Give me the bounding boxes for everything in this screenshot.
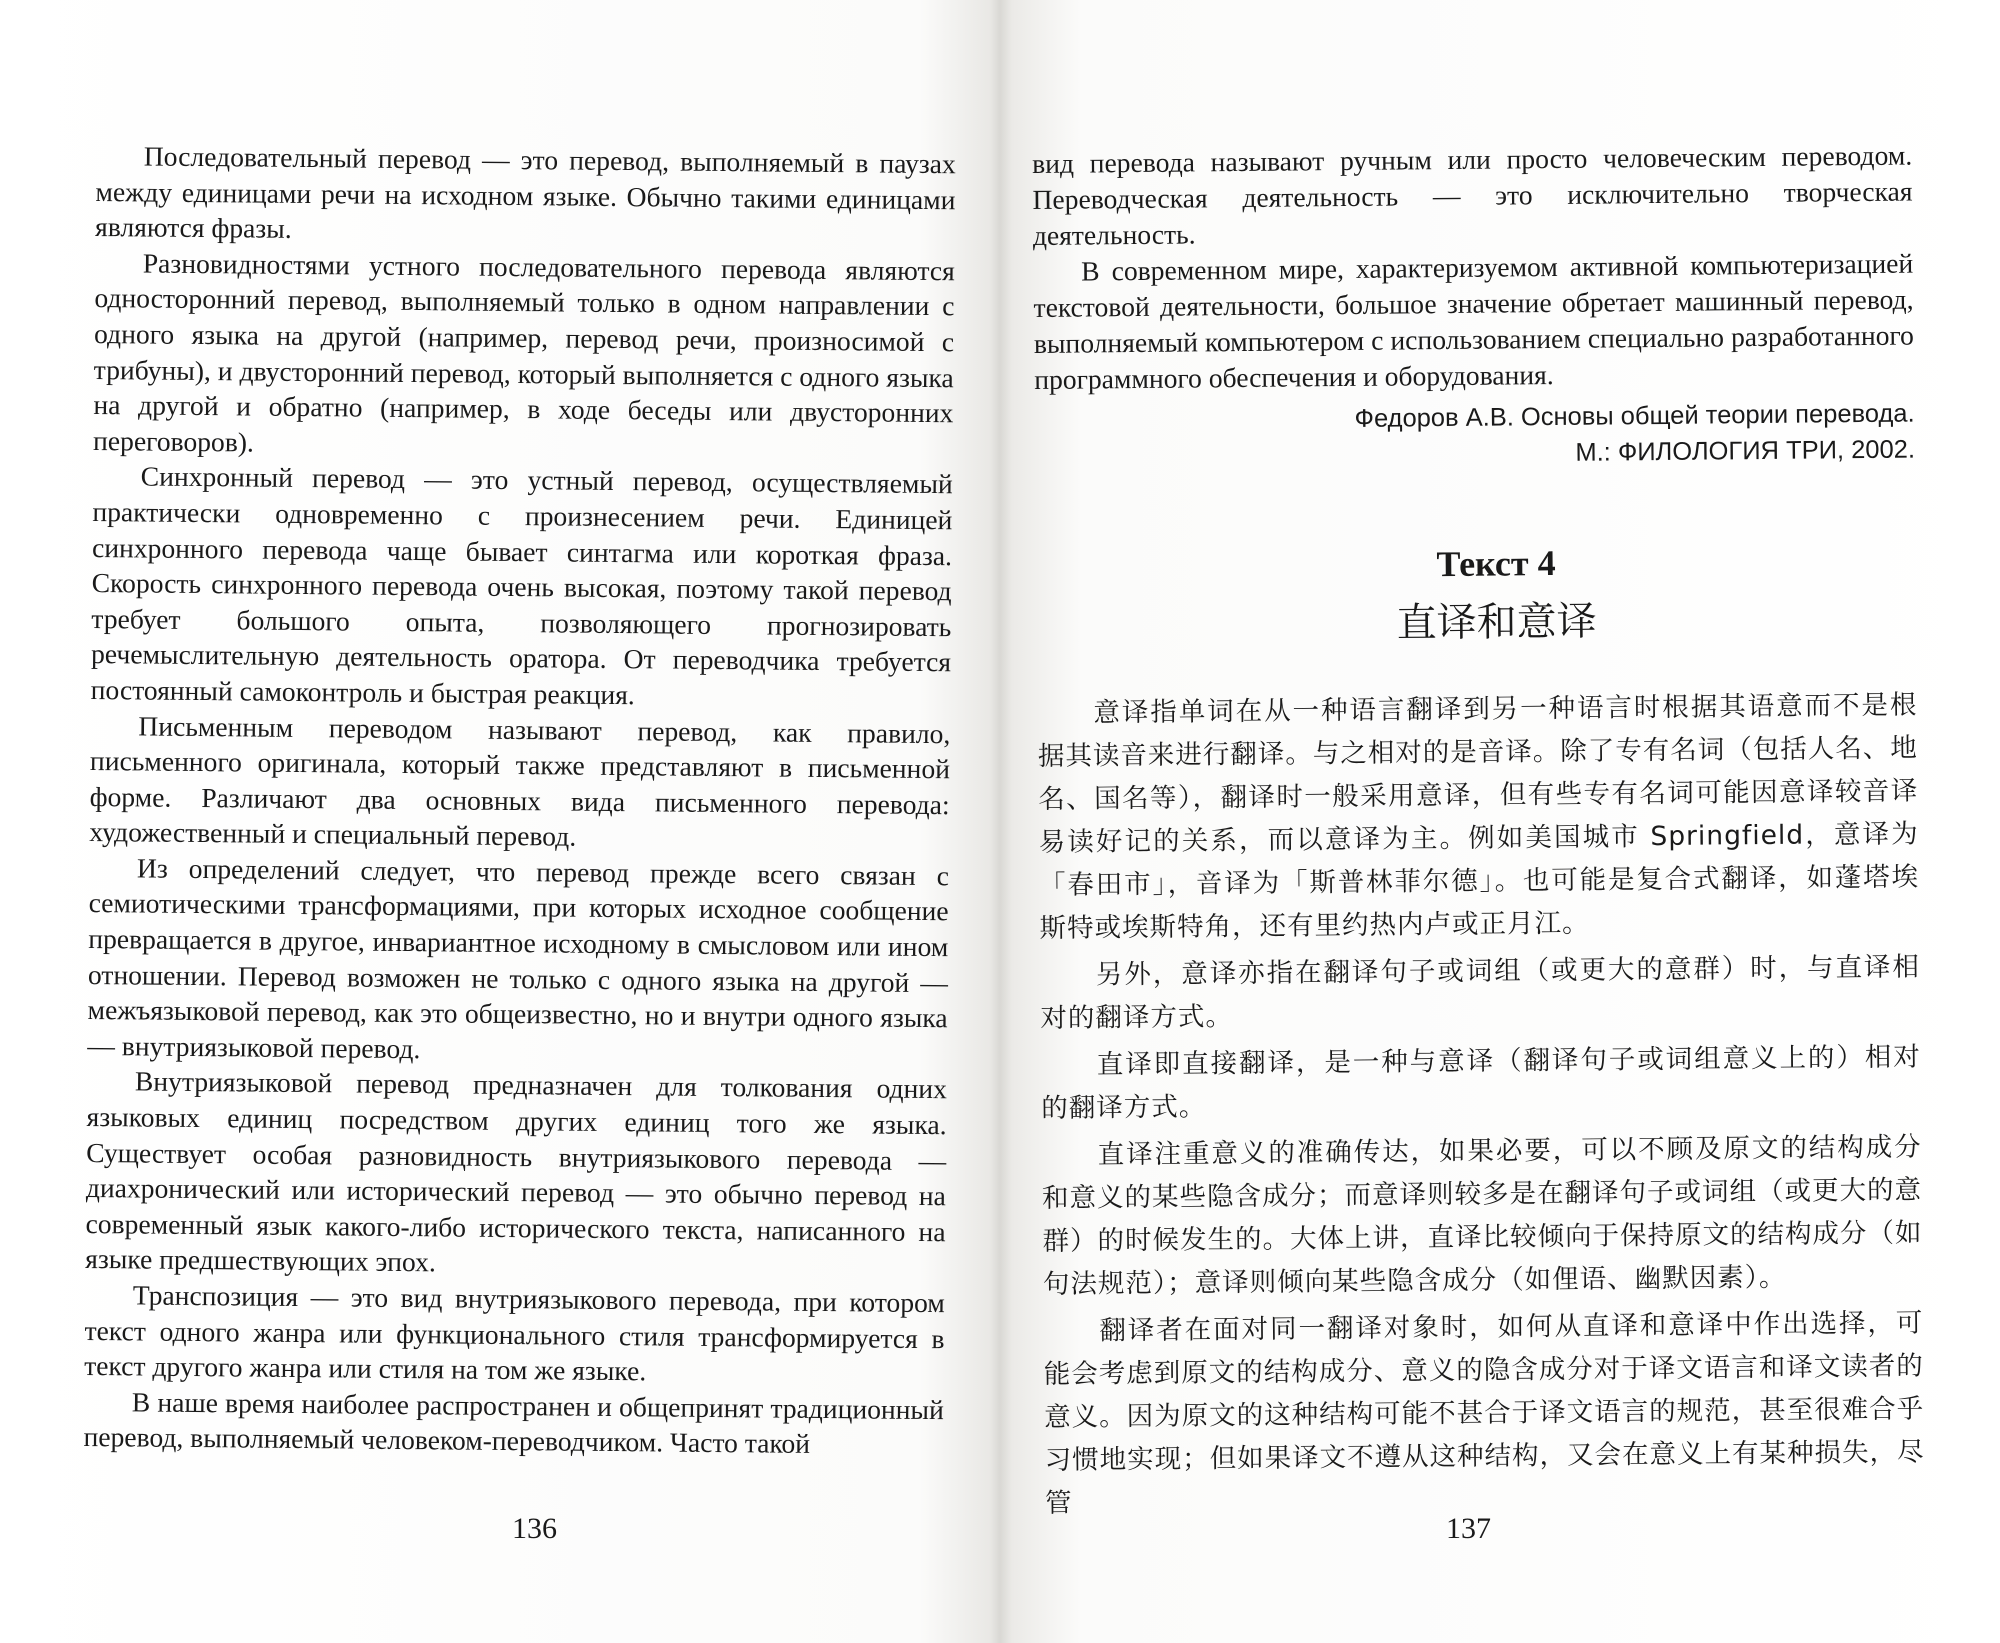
section-subheading: 直译和意译	[1396, 598, 1597, 647]
citation-line: Федоров А.В. Основы общей теории перевода.	[1354, 399, 1915, 433]
right-page	[1000, 0, 2000, 1643]
chinese-text	[1037, 684, 1925, 1525]
paragraph: 翻译者在面对同一翻译对象时，如何从直译和意译中作出选择，可能会考虑到原文的结构成分、意义的隐含成分对于译文语言和译文读者的意义。因为原文的这种结构可能不甚合于译文语言的规范，甚至很难合乎习惯地实现；但如果译文不遵从这种结构，又会在意义上有某种损失，尽管	[1043, 1307, 1925, 1519]
citation	[1034, 396, 1915, 476]
paragraph: Последовательный перевод — это перевод, выполняемый в паузах между единицами речи на исходном языке. Обычно такими единицами являются фразы.	[94, 140, 956, 245]
paragraph: Письменным переводом называют перевод, как правило, письменного оригинала, который также представляют в письменной форме. Различают два основных вида письменного перевода: художественный и специальный перевод.	[89, 709, 951, 852]
paragraph: В современном мире, характеризуемом активной компьютеризацией текстовой деятельности, большое значение обретает машинный перевод, выполняемый компьютером с использованием специально разработанного программного обеспечения и оборудования.	[1033, 247, 1915, 395]
paragraph: 另外，意译亦指在翻译句子或词组（或更大的意群）时，与直译相对的翻译方式。	[1040, 951, 1921, 1034]
paragraph: В наше время наиболее распространен и общепринят традиционный перевод, выполняемый человеком-переводчиком. Часто такой	[83, 1386, 944, 1460]
paragraph: вид перевода называют ручным или просто человеческим переводом. Переводческая деятельность — это исключительно творческая деятельность.	[1032, 139, 1913, 251]
page-number-left: 136	[512, 1512, 557, 1545]
paragraph: Синхронный перевод — это устный перевод, осуществляемый практически одновременно с произнесением речи. Единицей синхронного перевода чаще бывает синтагма или короткая фраза. Скорость синхронного перевода очень высокая, поэтому такой перевод требует большого опыта, позволяющего прогнозировать речемыслительную деятельность оратора. От переводчика требуется постоянный самоконтроль и быстрая реакция.	[90, 460, 953, 711]
citation-line: М.: ФИЛОЛОГИЯ ТРИ, 2002.	[1575, 435, 1916, 467]
paragraph: 意译指单词在从一种语言翻译到另一种语言时根据其语意而不是根据其读音来进行翻译。与之相对的是音译。除了专有名词（包括人名、地名、国名等），翻译时一般采用意译，但有些专有名词可能因意译较音译易读好记的关系，而以意译为主。例如美国城市 Springfield，意译为「春田市」，音译为「斯普林菲尔德」。也可能是复合式翻译，如蓬塔埃斯特或埃斯特角，还有里约热内卢或正月江。	[1037, 689, 1920, 944]
right-page-text	[1032, 138, 1925, 1529]
paragraph: 直译注重意义的准确传达，如果必要，可以不顾及原文的结构成分和意义的某些隐含成分；而意译则较多是在翻译句子或词组（或更大的意群）的时候发生的。大体上讲，直译比较倾向于保持原文的结构成分（如句法规范）；意译则倾向某些隐含成分（如俚语、幽默因素）。	[1041, 1131, 1923, 1300]
paragraph: Транспозиция — это вид внутриязыкового перевода, при котором текст одного жанра или функционального стиля трансформируется в текст другого жанра или стиля на том же языке.	[84, 1279, 946, 1387]
paragraph: 直译即直接翻译，是一种与意译（翻译句子或词组意义上的）相对的翻译方式。	[1041, 1041, 1921, 1124]
page-number-right: 137	[1446, 1512, 1491, 1545]
section-heading: Текст 4	[1436, 542, 1556, 585]
paragraph: Внутриязыковой перевод предназначен для толкования одних языковых единиц посредством других единиц того же языка. Существует особая разновидность внутриязыкового перевода — диахронический или исторический перевод — это обычно перевод на современный язык какого-либо исторического текста, написанного на языке предшествующих эпох.	[85, 1065, 948, 1278]
paragraph: Разновидностями устного последовательного перевода являются односторонний перевод, выполняемый только в одном направлении с одного языка на другой (например, перевод речи, произносимой с трибуны), и двусторонний перевод, который выполняется с одного языка на другой и обратно (например, в ходе беседы или двусторонних переговоров).	[92, 247, 955, 458]
paragraph: Из определений следует, что перевод прежде всего связан с семиотическими трансформациями, при которых исходное сообщение превращается в другое, инвариантное исходному в смысловом или ином отношении. Перевод возможен не только с одного языка на другой — межъязыковой перевод, как это общеизвестно, но и внутри одного языка — внутриязыковой перевод.	[87, 852, 950, 1064]
left-page-text	[83, 138, 956, 1463]
